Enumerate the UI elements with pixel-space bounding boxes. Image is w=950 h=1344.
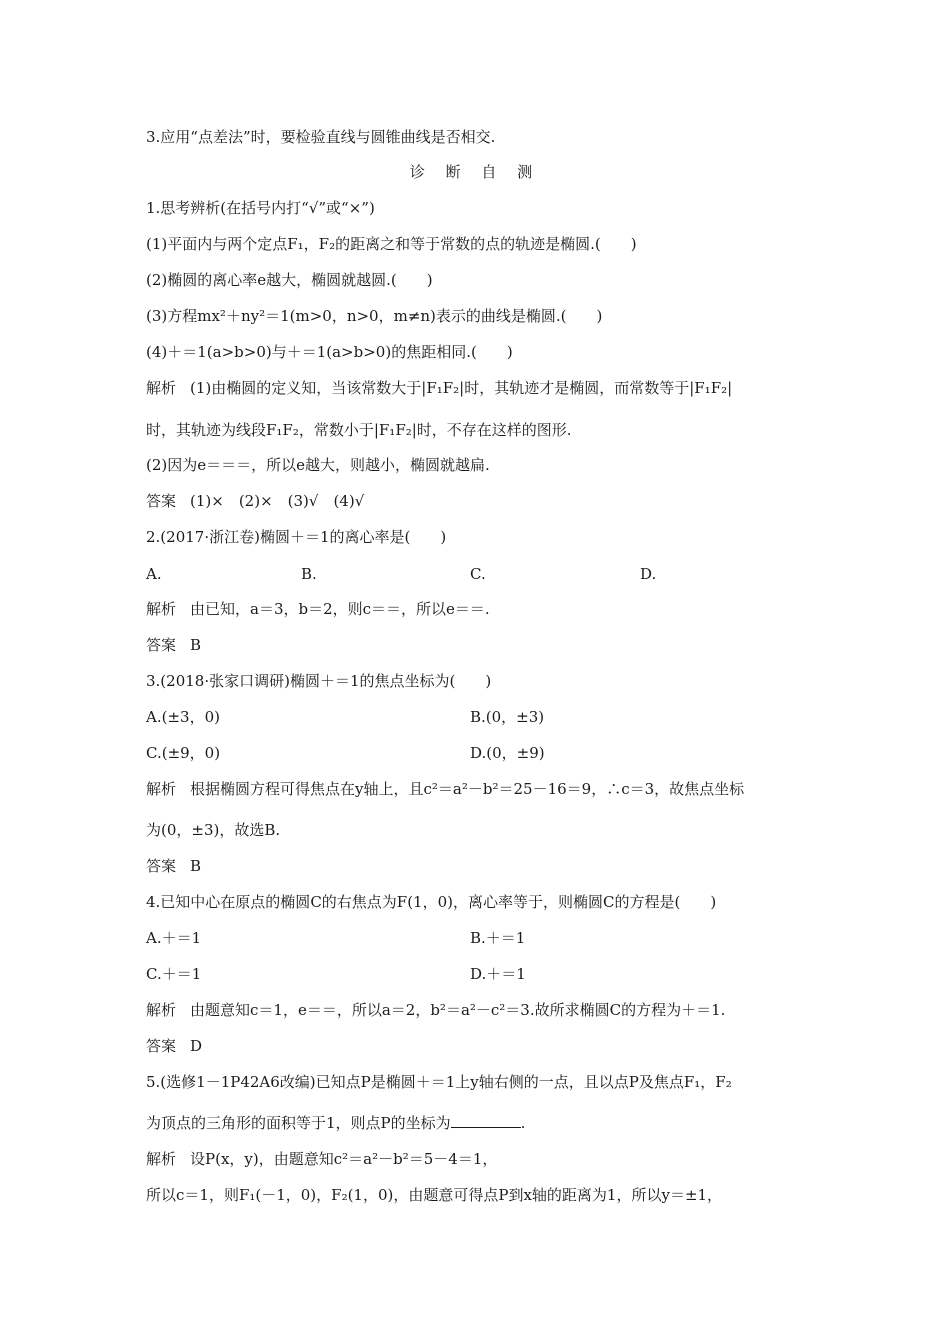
analysis-text: 设P(x，y)，由题意知c²＝a²－b²＝5－4＝1， — [190, 1150, 498, 1168]
answer-label: 答案 — [146, 857, 177, 875]
answer-label: 答案 — [146, 636, 177, 654]
analysis-label: 解析 — [146, 600, 177, 618]
q5-analysis-line-2: 所以c＝1，则F₁(－1，0)，F₂(1，0)，由题意可得点P到x轴的距离为1，所以y＝±1， — [146, 1186, 723, 1204]
q5-analysis-line-1 — [146, 1149, 497, 1169]
q1-item-3: (3)方程mx²＋ny²＝1(m>0，n>0，m≠n)表示的曲线是椭圆.( ) — [146, 307, 603, 325]
q4-option-b: B.＋＝1 — [470, 929, 526, 947]
q4-option-d: D.＋＝1 — [470, 965, 526, 983]
analysis-label: 解析 — [146, 379, 177, 397]
answer-blank — [451, 1113, 521, 1128]
answer-label: 答案 — [146, 492, 177, 510]
top-note: 3.应用“点差法”时，要检验直线与圆锥曲线是否相交. — [146, 128, 496, 146]
q2-option-a: A. — [146, 565, 162, 583]
q3-stem: 3.(2018·张家口调研)椭圆＋＝1的焦点坐标为( ) — [146, 672, 492, 690]
q1-analysis-line-2: 时，其轨迹为线段F₁F₂，常数小于|F₁F₂|时，不存在这样的图形. — [146, 421, 572, 439]
q4-option-c: C.＋＝1 — [146, 965, 202, 983]
q1-analysis-line-3: (2)因为e＝＝＝，所以e越大，则越小，椭圆就越扁. — [146, 456, 490, 474]
answer-text: D — [190, 1037, 203, 1055]
analysis-label: 解析 — [146, 1001, 177, 1019]
analysis-label: 解析 — [146, 1150, 177, 1168]
answer-label: 答案 — [146, 1037, 177, 1055]
q2-option-d: D. — [640, 565, 657, 583]
q1-item-1: (1)平面内与两个定点F₁，F₂的距离之和等于常数的点的轨迹是椭圆.( ) — [146, 235, 637, 253]
q3-analysis-line-1 — [146, 779, 744, 799]
q2-analysis — [146, 599, 490, 619]
q2-stem: 2.(2017·浙江卷)椭圆＋＝1的离心率是( ) — [146, 528, 447, 546]
q2-answer — [146, 635, 201, 655]
q2-option-c: C. — [470, 565, 486, 583]
q3-option-d: D.(0，±9) — [470, 744, 545, 762]
analysis-text: (1)由椭圆的定义知，当该常数大于|F₁F₂|时，其轨迹才是椭圆，而常数等于|F₁F₂| — [190, 379, 733, 397]
q4-answer — [146, 1036, 202, 1056]
q1-stem: 1.思考辨析(在括号内打“√”或“×”) — [146, 199, 375, 217]
answer-text: (1)× (2)× (3)√ (4)√ — [190, 492, 365, 510]
q3-option-c: C.(±9，0) — [146, 744, 221, 762]
q3-analysis-line-2: 为(0，±3)，故选B. — [146, 821, 281, 839]
analysis-text: 由已知，a＝3，b＝2，则c＝＝，所以e＝＝. — [190, 600, 490, 618]
q4-analysis — [146, 1000, 725, 1020]
q1-item-2: (2)椭圆的离心率e越大，椭圆就越圆.( ) — [146, 271, 433, 289]
section-title: 诊 断 自 测 — [409, 163, 541, 181]
q1-item-4: (4)＋＝1(a>b>0)与＋＝1(a>b>0)的焦距相同.( ) — [146, 343, 513, 361]
q3-option-b: B.(0，±3) — [470, 708, 545, 726]
answer-text: B — [190, 857, 202, 875]
q3-option-a: A.(±3，0) — [146, 708, 220, 726]
q5-stem-line-1: 5.(选修1－1P42A6改编)已知点P是椭圆＋＝1上y轴右侧的一点，且以点P及焦点F₁，F₂ — [146, 1073, 732, 1091]
analysis-label: 解析 — [146, 780, 177, 798]
analysis-text: 由题意知c＝1，e＝＝，所以a＝2，b²＝a²－c²＝3.故所求椭圆C的方程为＋＝1. — [190, 1001, 726, 1019]
q2-option-b: B. — [301, 565, 317, 583]
q5-stem-text: 为顶点的三角形的面积等于1，则点P的坐标为 — [146, 1114, 451, 1132]
q4-stem: 4.已知中心在原点的椭圆C的右焦点为F(1，0)，离心率等于，则椭圆C的方程是( ) — [146, 893, 717, 911]
q5-stem-line-2 — [146, 1113, 525, 1133]
q5-stem-end: . — [520, 1114, 526, 1132]
q4-option-a: A.＋＝1 — [146, 929, 202, 947]
q3-answer — [146, 856, 201, 876]
analysis-text: 根据椭圆方程可得焦点在y轴上，且c²＝a²－b²＝25－16＝9，∴c＝3，故焦点坐标 — [190, 780, 745, 798]
answer-text: B — [190, 636, 202, 654]
q1-analysis-line-1 — [146, 378, 732, 398]
q1-answer — [146, 491, 364, 511]
